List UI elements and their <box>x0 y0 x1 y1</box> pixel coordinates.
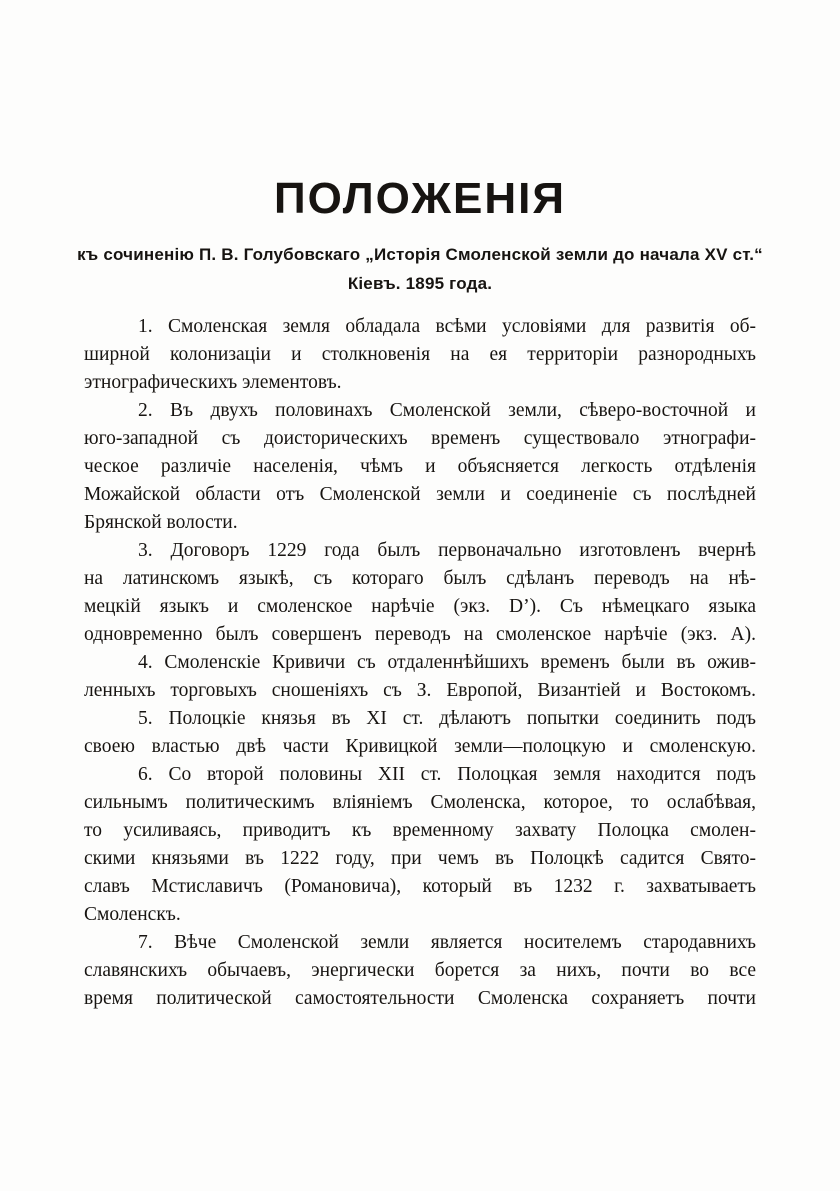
text-line: 1. Смоленская земля обладала всѣми условіями для развитія об- <box>138 316 756 337</box>
paragraph-6 <box>84 761 756 929</box>
page-title: ПОЛОЖЕНІЯ <box>273 174 566 223</box>
paragraph-1 <box>84 313 756 397</box>
text-line: юго-западной съ доисторическихъ временъ существовало этнографи- <box>84 428 756 449</box>
text-line: ческое различіе населенія, чѣмъ и объясняется легкость отдѣленія <box>84 456 756 477</box>
paragraph-5 <box>84 705 756 761</box>
text-line: время политической самостоятельности Смоленска сохраняетъ почти <box>84 988 756 1009</box>
text-line: 3. Договоръ 1229 года былъ первоначально изготовленъ вчернѣ <box>138 540 756 561</box>
paragraph-4 <box>84 649 756 705</box>
paragraph-2 <box>84 397 756 537</box>
text-line: ширной колонизаціи и столкновенія на ея территоріи разнородныхъ <box>84 344 756 365</box>
subtitle <box>0 240 840 298</box>
paragraph-7 <box>84 929 756 1013</box>
text-line: 7. Вѣче Смоленской земли является носителемъ стародавнихъ <box>138 932 756 953</box>
text-line: Смоленскъ. <box>84 904 181 925</box>
text-line: сильнымъ политическимъ вліяніемъ Смоленска, которое, то ослабѣвая, <box>84 792 756 813</box>
paragraph-3 <box>84 537 756 649</box>
text-line: славъ Мстиславичъ (Романовича), который въ 1232 г. захватываетъ <box>84 876 756 897</box>
text-line: то усиливаясь, приводитъ къ временному захвату Полоцка смолен- <box>84 820 756 841</box>
text-line: Брянской волости. <box>84 512 238 533</box>
text-line: скими князьями въ 1222 году, при чемъ въ Полоцкѣ садится Свято- <box>84 848 756 869</box>
text-line: 2. Въ двухъ половинахъ Смоленской земли, сѣверо-восточной и <box>138 400 756 421</box>
text-line: одновременно былъ совершенъ переводъ на смоленское нарѣчіе (экз. А). <box>84 624 756 645</box>
text-line: мецкій языкъ и смоленское нарѣчіе (экз. D’). Съ нѣмецкаго языка <box>84 596 756 617</box>
subtitle-line-2: Кіевъ. 1895 года. <box>347 274 493 293</box>
text-line: 5. Полоцкіе князья въ XI ст. дѣлаютъ попытки соединить подъ <box>138 708 756 729</box>
text-line: своею властью двѣ части Кривицкой земли—полоцкую и смоленскую. <box>84 736 756 757</box>
text-line: на латинскомъ языкѣ, съ котораго былъ сдѣланъ переводъ на нѣ- <box>84 568 756 589</box>
text-line: 6. Со второй половины XII ст. Полоцкая земля находится подъ <box>138 764 756 785</box>
text-line: ленныхъ торговыхъ сношеніяхъ съ З. Европой, Византіей и Востокомъ. <box>84 680 756 701</box>
text-line: славянскихъ обычаевъ, энергически борется за нихъ, почти во все <box>84 960 756 981</box>
body-text <box>84 313 756 1013</box>
subtitle-line-1: къ сочиненію П. В. Голубовскаго „Исторія Смоленской земли до начала XV ст.“ <box>77 245 763 264</box>
text-line: 4. Смоленскіе Кривичи съ отдаленнѣйшихъ временъ были въ ожив- <box>138 652 756 673</box>
text-line: Можайской области отъ Смоленской земли и соединеніе съ послѣдней <box>84 484 756 505</box>
text-line: этнографическихъ элементовъ. <box>84 372 342 393</box>
